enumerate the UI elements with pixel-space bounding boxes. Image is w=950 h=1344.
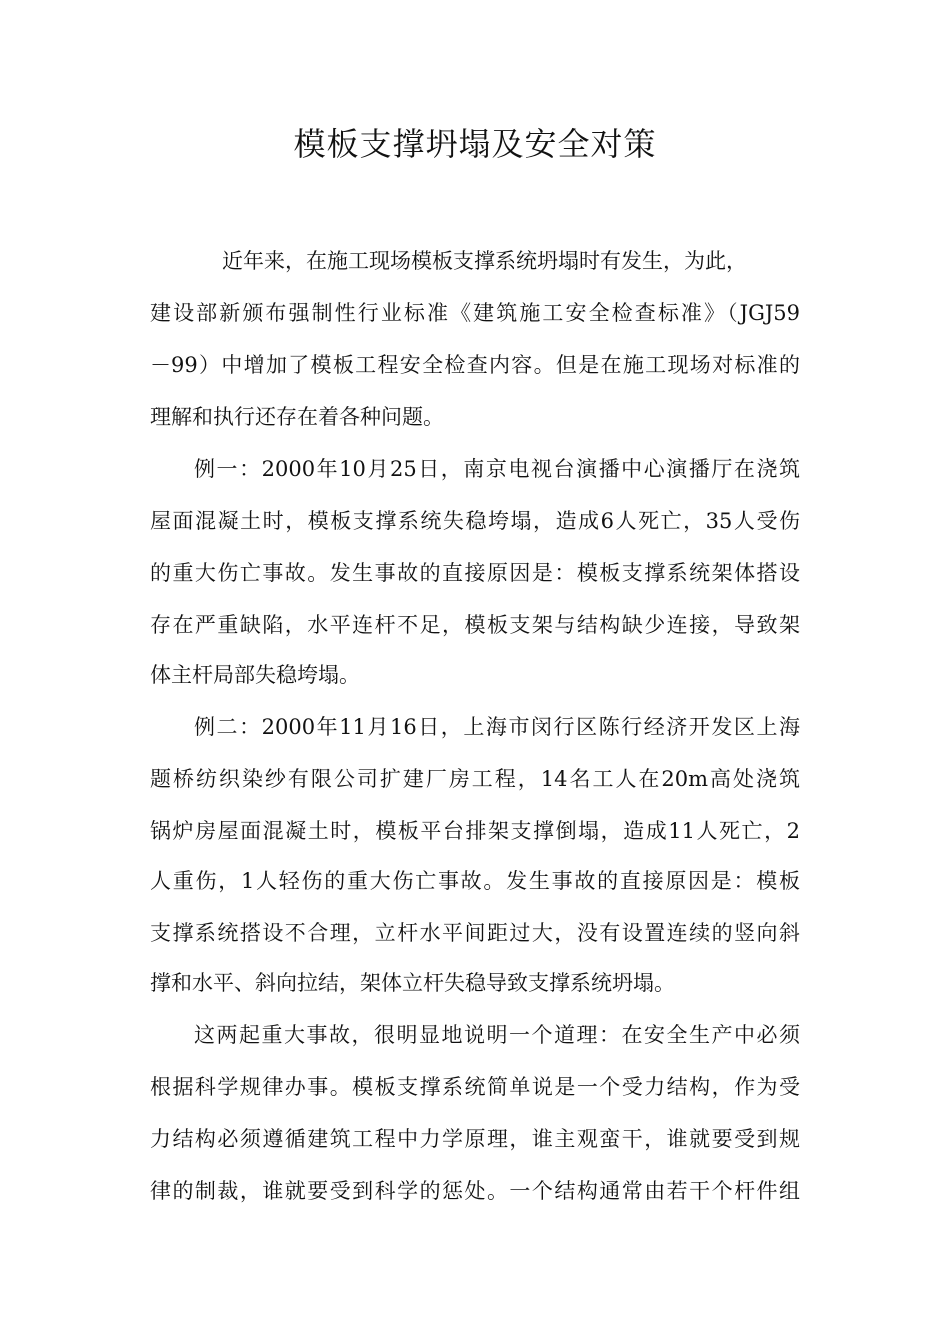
paragraph-2-line-3: 的重大伤亡事故。发生事故的直接原因是：模板支撑系统架体搭设	[150, 561, 800, 585]
document-title: 模板支撑坍塌及安全对策	[293, 125, 657, 163]
paragraph-3-line-5: 支撑系统搭设不合理，立杆水平间距过大，没有设置连续的竖向斜	[150, 921, 800, 945]
paragraph-4-line-4: 律的制裁，谁就要受到科学的惩处。一个结构通常由若干个杆件组	[150, 1179, 800, 1203]
paragraph-4-line-3: 力结构必须遵循建筑工程中力学原理，谁主观蛮干，谁就要受到规	[150, 1127, 800, 1151]
paragraph-3-line-1: 例二：2000年11月16日，上海市闵行区陈行经济开发区上海	[194, 715, 800, 739]
paragraph-4-line-1: 这两起重大事故，很明显地说明一个道理：在安全生产中必须	[194, 1023, 800, 1047]
paragraph-4-line-2: 根据科学规律办事。模板支撑系统简单说是一个受力结构，作为受	[150, 1075, 800, 1099]
paragraph-2-line-4: 存在严重缺陷，水平连杆不足，模板支架与结构缺少连接，导致架	[150, 613, 800, 637]
paragraph-2-line-1: 例一：2000年10月25日，南京电视台演播中心演播厅在浇筑	[194, 457, 800, 481]
paragraph-3-line-3: 锅炉房屋面混凝土时，模板平台排架支撑倒塌，造成11人死亡，2	[150, 819, 800, 843]
paragraph-1-line-3: －99）中增加了模板工程安全检查内容。但是在施工现场对标准的	[150, 353, 800, 377]
paragraph-3-line-6: 撑和水平、斜向拉结，架体立杆失稳导致支撑系统坍塌。	[150, 971, 675, 995]
paragraph-3-line-2: 题桥纺织染纱有限公司扩建厂房工程，14名工人在20m高处浇筑	[150, 767, 800, 791]
paragraph-2-line-2: 屋面混凝土时，模板支撑系统失稳垮塌，造成6人死亡，35人受伤	[150, 509, 800, 533]
paragraph-1-line-2: 建设部新颁布强制性行业标准《建筑施工安全检查标准》（JGJ59	[150, 301, 800, 325]
paragraph-3-line-4: 人重伤，1人轻伤的重大伤亡事故。发生事故的直接原因是：模板	[150, 869, 800, 893]
paragraph-1-line-1: 近年来，在施工现场模板支撑系统坍塌时有发生，为此，	[222, 249, 747, 273]
paragraph-1-line-4: 理解和执行还存在着各种问题。	[150, 405, 444, 429]
paragraph-2-line-5: 体主杆局部失稳垮塌。	[150, 663, 360, 687]
